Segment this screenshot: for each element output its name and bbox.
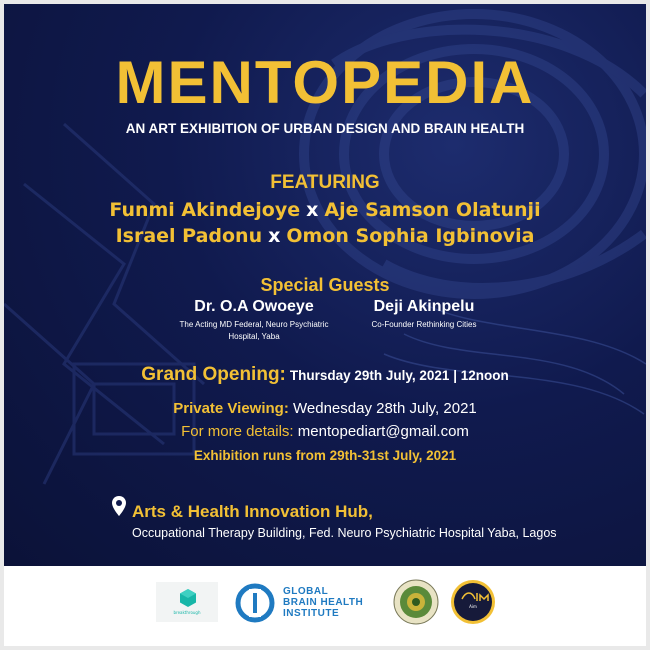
artist-separator: x bbox=[268, 225, 281, 247]
event-subtitle: AN ART EXHIBITION OF URBAN DESIGN AND BRAIN HEALTH bbox=[125, 121, 525, 136]
gbhi-line: INSTITUTE bbox=[283, 608, 340, 619]
breakthrough-logo bbox=[156, 582, 218, 622]
artist-separator: x bbox=[306, 199, 319, 221]
logo-text: Aim bbox=[469, 604, 477, 609]
private-viewing-value: Wednesday 28th July, 2021 bbox=[293, 400, 477, 417]
more-details-label: For more details: bbox=[181, 423, 294, 440]
contact-email[interactable]: mentopediart@gmail.com bbox=[297, 423, 469, 440]
poster-frame bbox=[4, 4, 646, 646]
featuring-label: FEATURING bbox=[270, 172, 380, 193]
logo-text: breakthrough bbox=[173, 610, 201, 615]
gbhi-wordmark bbox=[283, 586, 363, 619]
special-guests-label: Special Guests bbox=[260, 275, 390, 295]
grand-opening-value: Thursday 29th July, 2021 | 12noon bbox=[289, 368, 509, 383]
location-pin-icon bbox=[112, 496, 126, 516]
special-guest bbox=[349, 298, 499, 331]
exhibition-runs: Exhibition runs from 29th-31st July, 2021 bbox=[193, 448, 457, 463]
artist-name: Aje Samson Olatunji bbox=[324, 199, 541, 221]
artists-row-1 bbox=[4, 199, 646, 221]
cube-icon bbox=[180, 589, 196, 607]
artists-row-2 bbox=[4, 225, 646, 247]
artist-name: Israel Padonu bbox=[115, 225, 263, 247]
gbhi-line: BRAIN HEALTH bbox=[283, 597, 364, 608]
guest-role: Co-Founder Rethinking Cities bbox=[371, 320, 477, 329]
guest-role: The Acting MD Federal, Neuro Psychiatric Hospital, Yaba bbox=[179, 320, 329, 341]
more-details bbox=[4, 423, 646, 440]
sponsor-logos bbox=[4, 566, 646, 646]
guest-name: Deji Akinpelu bbox=[373, 298, 475, 315]
event-title: MENTOPEDIA bbox=[115, 49, 535, 116]
hospital-seal-icon bbox=[393, 579, 439, 625]
special-guest bbox=[179, 298, 329, 343]
aim-logo bbox=[450, 579, 496, 629]
artist-name: Omon Sophia Igbinovia bbox=[286, 225, 535, 247]
venue-name: Arts & Health Innovation Hub, bbox=[132, 502, 373, 521]
grand-opening bbox=[4, 364, 646, 386]
venue-address: Occupational Therapy Building, Fed. Neuro Psychiatric Hospital Yaba, Lagos bbox=[132, 526, 557, 540]
private-viewing bbox=[4, 400, 646, 417]
private-viewing-label: Private Viewing: bbox=[173, 400, 289, 417]
gbhi-emblem-icon bbox=[234, 583, 276, 623]
poster-background bbox=[4, 4, 646, 566]
gbhi-line: GLOBAL bbox=[283, 586, 329, 597]
aim-badge-icon bbox=[450, 579, 496, 625]
guest-name: Dr. O.A Owoeye bbox=[194, 298, 314, 315]
artist-name: Funmi Akindejoye bbox=[109, 199, 301, 221]
grand-opening-label: Grand Opening: bbox=[141, 364, 286, 385]
